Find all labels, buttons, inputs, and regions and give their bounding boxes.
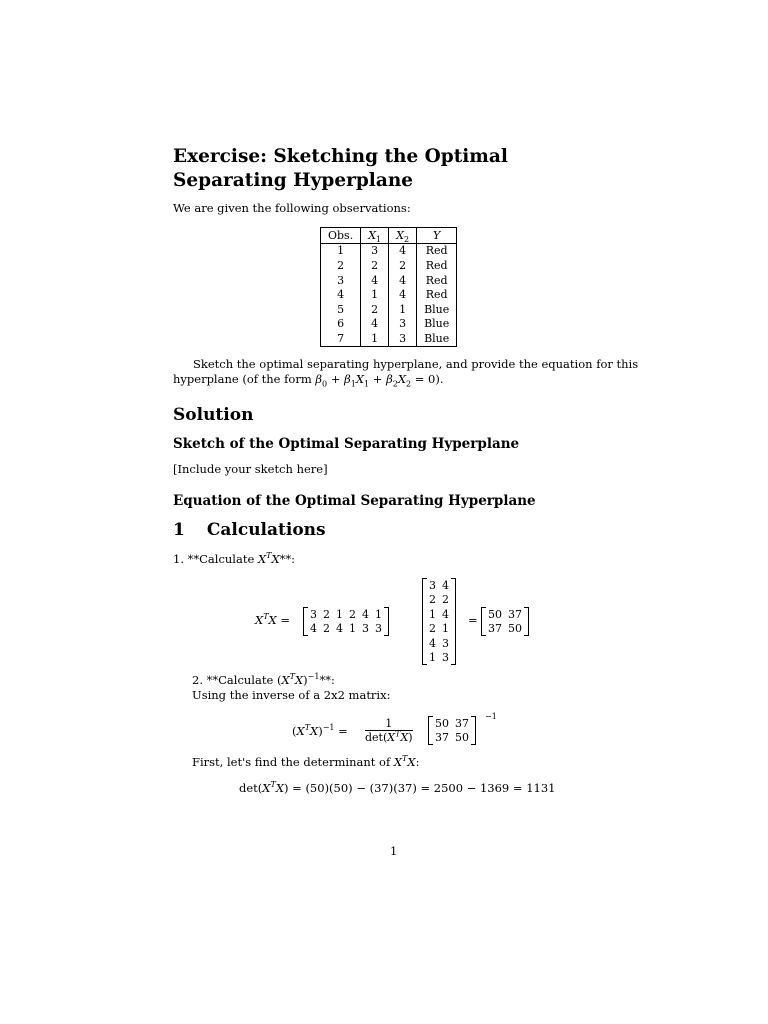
header-y: Y bbox=[417, 228, 457, 244]
cell: 3 bbox=[361, 243, 389, 258]
matrix-cell: 2 bbox=[429, 622, 436, 636]
matrix-cell: 50 bbox=[488, 607, 502, 621]
step-1-text: 1. **Calculate $X^TX**$: bbox=[173, 551, 296, 566]
det-intro-text: First, let's find the determinant of bbox=[192, 755, 394, 769]
cell: 3 bbox=[389, 331, 417, 346]
matrix-cell: 4 bbox=[310, 622, 317, 636]
cell: 4 bbox=[389, 287, 417, 302]
matrix-cell: 3 bbox=[442, 651, 449, 665]
matrix-cell: 4 bbox=[429, 636, 436, 650]
matrix-cell: 4 bbox=[336, 622, 343, 636]
matrix-cell: 2 bbox=[323, 622, 330, 636]
matrix-cell: 2 bbox=[349, 607, 356, 621]
cell: 4 bbox=[321, 287, 361, 302]
cell: 1 bbox=[389, 302, 417, 317]
sketch-placeholder: [Include your sketch here] bbox=[173, 462, 328, 476]
step-2-prefix: 2. **Calculate bbox=[192, 673, 277, 687]
matrix-cell: 1 bbox=[429, 651, 436, 665]
matrix-cell: 1 bbox=[429, 607, 436, 621]
fraction-numerator: 1 bbox=[365, 717, 413, 731]
matrix-cell: 1 bbox=[375, 607, 382, 621]
matrix-cell: 3 bbox=[362, 622, 369, 636]
cell: 3 bbox=[321, 273, 361, 288]
matrix-cell: 2 bbox=[323, 607, 330, 621]
matrix-cell: 2 bbox=[442, 593, 449, 607]
cell: Red bbox=[417, 258, 457, 273]
matrix-cell: 37 bbox=[435, 731, 449, 745]
cell: Blue bbox=[417, 331, 457, 346]
cell: 7 bbox=[321, 331, 361, 346]
matrix-cell: 4 bbox=[362, 607, 369, 621]
header-x1: $X_1$ bbox=[361, 228, 389, 244]
calc-heading: Calculations bbox=[206, 520, 326, 540]
cell: 1 bbox=[361, 287, 389, 302]
cell: 4 bbox=[389, 243, 417, 258]
header-obs: Obs. bbox=[321, 228, 361, 244]
task-line-2-prefix: hyperplane (of the form bbox=[173, 372, 316, 386]
cell: 4 bbox=[361, 273, 389, 288]
cell: 1 bbox=[361, 331, 389, 346]
table-row bbox=[321, 258, 457, 273]
table-row bbox=[321, 302, 457, 317]
xtx-lhs: $X^TX$ = bbox=[255, 612, 291, 627]
sketch-heading: Sketch of the Optimal Separating Hyperplane bbox=[173, 436, 520, 452]
calc-section-heading bbox=[173, 520, 326, 540]
cell: 4 bbox=[361, 317, 389, 332]
cell: 2 bbox=[361, 258, 389, 273]
matrix-cell: 3 bbox=[442, 636, 449, 650]
cell: 4 bbox=[389, 273, 417, 288]
step-2-text: 2. **Calculate $(X^TX)^{-1}**$: bbox=[192, 672, 335, 687]
page-title: Exercise: Sketching the Optimal Separating Hyperplane bbox=[173, 146, 508, 191]
cell: 2 bbox=[389, 258, 417, 273]
task-line-2-suffix: ). bbox=[435, 372, 444, 386]
equation-heading: Equation of the Optimal Separating Hyperplane bbox=[173, 493, 536, 509]
inverse-exponent: −1 bbox=[485, 712, 497, 721]
observations-table bbox=[320, 227, 457, 347]
task-line-1: Sketch the optimal separating hyperplane, and provide the equation for this bbox=[193, 357, 639, 371]
table-row bbox=[321, 287, 457, 302]
cell: Red bbox=[417, 287, 457, 302]
cell: 1 bbox=[321, 243, 361, 258]
x-matrix bbox=[422, 578, 456, 665]
matrix-cell: 1 bbox=[349, 622, 356, 636]
matrix-cell: 50 bbox=[508, 622, 522, 636]
cell: 6 bbox=[321, 317, 361, 332]
intro-text: We are given the following observations: bbox=[173, 201, 411, 215]
matrix-cell: 37 bbox=[508, 607, 522, 621]
matrix-cell: 2 bbox=[429, 593, 436, 607]
cell: 5 bbox=[321, 302, 361, 317]
solution-heading: Solution bbox=[173, 405, 254, 425]
matrix-cell: 3 bbox=[310, 607, 317, 621]
step-1-suffix: **: bbox=[279, 552, 296, 566]
matrix-cell: 4 bbox=[442, 578, 449, 592]
cell: Red bbox=[417, 273, 457, 288]
matrix-cell: 1 bbox=[336, 607, 343, 621]
cell: 3 bbox=[389, 317, 417, 332]
table-row bbox=[321, 331, 457, 346]
matrix-cell: 37 bbox=[455, 716, 469, 730]
xt-matrix bbox=[303, 607, 389, 636]
step-1-prefix: 1. **Calculate bbox=[173, 552, 258, 566]
cell: 2 bbox=[321, 258, 361, 273]
equals-sign: = bbox=[468, 613, 478, 627]
table-row bbox=[321, 243, 457, 258]
task-line-2: hyperplane (of the form $\beta_0 + \beta_1X_1 + \beta_2X_2 = 0$). bbox=[173, 372, 444, 389]
matrix-cell: 37 bbox=[488, 622, 502, 636]
step-2-suffix: **: bbox=[319, 673, 335, 687]
matrix-cell: 1 bbox=[442, 622, 449, 636]
page-number: 1 bbox=[390, 844, 398, 858]
cell: Blue bbox=[417, 317, 457, 332]
det-equation-rhs: = (50)(50) − (37)(37) = 2500 − 1369 = 1131 bbox=[292, 781, 556, 795]
inverse-lhs: $(X^TX)^{-1}$ = bbox=[292, 723, 348, 738]
table-row bbox=[321, 317, 457, 332]
fraction-denominator: $\det(X^TX)$ bbox=[365, 729, 413, 744]
matrix-cell: 50 bbox=[455, 731, 469, 745]
matrix-cell: 3 bbox=[429, 578, 436, 592]
header-x2: $X_2$ bbox=[389, 228, 417, 244]
det-intro: First, let's find the determinant of $X^TX$: bbox=[192, 754, 420, 769]
inverse-matrix bbox=[428, 716, 476, 745]
table-header-row bbox=[321, 228, 457, 244]
xtx-result-matrix bbox=[481, 607, 529, 636]
matrix-cell: 4 bbox=[442, 607, 449, 621]
matrix-cell: 50 bbox=[435, 716, 449, 730]
calc-number: 1 bbox=[173, 520, 185, 540]
matrix-cell: 3 bbox=[375, 622, 382, 636]
cell: Red bbox=[417, 243, 457, 258]
inverse-fraction bbox=[365, 717, 413, 744]
det-equation: $\det(X^TX) = (50)(50) - (37)(37) = 2500 - 1369 = 1131$ bbox=[239, 780, 556, 795]
inverse-intro: Using the inverse of a 2x2 matrix: bbox=[192, 688, 391, 702]
cell: 2 bbox=[361, 302, 389, 317]
cell: Blue bbox=[417, 302, 457, 317]
table-row bbox=[321, 273, 457, 288]
